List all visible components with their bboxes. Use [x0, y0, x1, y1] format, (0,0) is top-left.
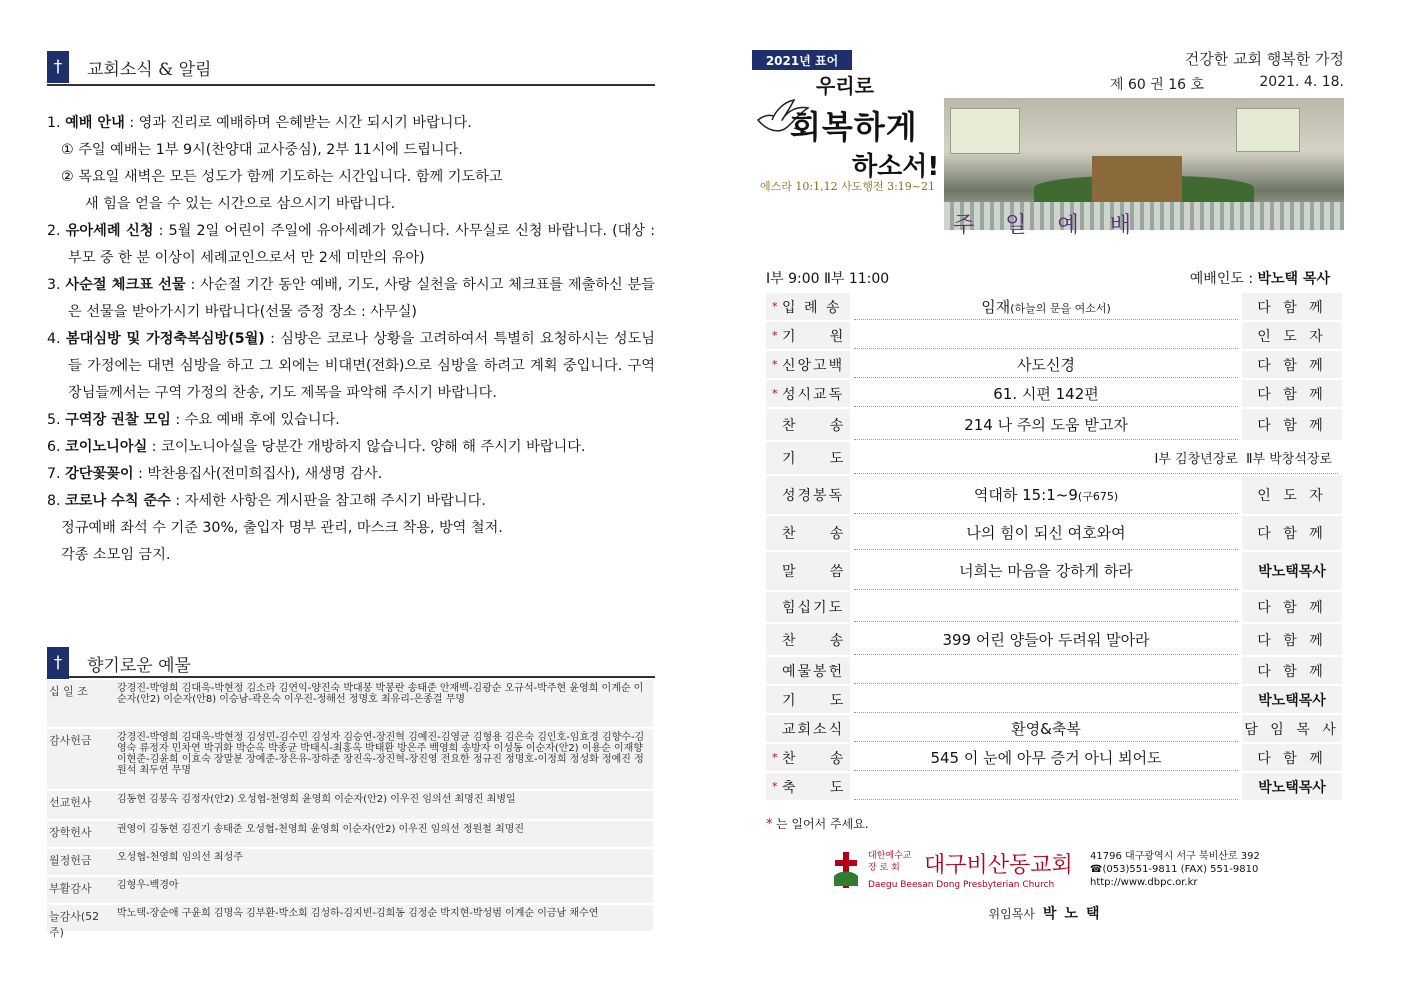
offering-names: 박노택-장순애 구윤희 김명옥 김부환-박소희 김성하-김지빈-김희동 김정순 박지현-박성범 이계순 이금남 채수연 — [117, 908, 599, 919]
offering-names: 김동현 김봉옥 김정자(안2) 오성협-천영희 윤영희 이순자(안2) 이우진 임의선 최명진 최병일 — [117, 794, 516, 805]
service-item-content — [854, 773, 1238, 800]
service-item-leader: 다 함 께 — [1242, 351, 1342, 378]
notice-item: 2. 유아세례 신청 : 5월 2일 어린이 주일에 유아세례가 있습니다. 사무실로 신청 바랍니다. (대상 : 부모 중 한 분 이상이 세례교인으로서 만 2세 미만의 유아) — [47, 223, 656, 266]
service-row — [766, 516, 1342, 552]
service-item-content: 545 이 눈에 아무 증거 아니 뵈어도 — [854, 744, 1238, 771]
service-row — [766, 552, 1342, 592]
offering-names: 강경진-박영희 김대욱-박현정 김성민-김수민 김성자 김승연-장진혁 김예진-김영균 김형용 김은숙 김인호-임효경 김향수-김영숙 류정자 민차연 박귀화 박순옥 박종균 박태식-최홍옥 박태환 방은주 백영희 송방자 이성동 이순자(안2) 이용순 이재향 이현준-김윤희 이효숙 장말분 장예준-장은유-장하준 장진옥-장진혁-장진영 전요한 정규진 정명호-이정희 정성화 정예진 정원석 최두연 무명 — [117, 732, 645, 776]
service-row — [766, 715, 1342, 744]
offering-row — [47, 905, 653, 939]
prayer-leaders: Ⅰ부 김창년장로 Ⅱ부 박창석장로 — [1149, 448, 1338, 467]
section-title: 교회소식 & 알림 — [87, 59, 212, 80]
service-item-label: 기 도 — [766, 686, 850, 713]
notice-item: 1. 예배 안내 : 영과 진리로 예배하며 은혜받는 시간 되시기 바랍니다. — [47, 115, 472, 131]
motto-verse: 에스라 10:1,12 사도행전 3:19~21 — [760, 180, 935, 193]
offering-category: 선교헌사 — [49, 796, 92, 809]
notice-sub-item: 새 힘을 얻을 수 있는 시간으로 삼으시기 바랍니다. — [85, 196, 396, 212]
motto-line-3: 하소서! — [852, 152, 940, 182]
service-item-content — [854, 657, 1238, 684]
service-row — [766, 409, 1342, 442]
cross-icon: † — [47, 51, 69, 83]
service-item-content — [854, 592, 1238, 622]
service-item-content — [854, 686, 1238, 713]
notice-sub-item: ② 목요일 새벽은 모든 성도가 함께 기도하는 시간입니다. 함께 기도하고 — [61, 169, 503, 185]
service-row — [766, 442, 1342, 476]
service-item-leader: 인 도 자 — [1242, 322, 1342, 349]
service-item-leader: 다 함 께 — [1242, 293, 1342, 320]
service-item-leader: 박노택목사 — [1242, 773, 1342, 800]
service-item-content: 399 어린 양들아 두려워 말아라 — [854, 624, 1238, 655]
service-item-label: 예물봉헌 — [766, 657, 850, 684]
offering-category: 월정헌금 — [49, 854, 92, 867]
service-item-leader: 다 함 께 — [1242, 744, 1342, 771]
service-row — [766, 380, 1342, 409]
service-row — [766, 592, 1342, 624]
motto-line-1: 우리로 — [816, 74, 874, 98]
slogan: 건강한 교회 행복한 가정 — [1184, 50, 1344, 68]
notice-item: 4. 봄대심방 및 가정축복심방(5월) : 심방은 코로나 상황을 고려하여서 특별히 요청하시는 성도님들 가정에는 대면 심방을 하고 그 외에는 비대면(전화)으로 심방을 하려고 계획 중입니다. 구역장님들께서는 구역 가정의 찬송, 기도 제목을 파악해 주시기 바랍니다. — [47, 331, 655, 401]
service-row — [766, 322, 1342, 351]
service-row — [766, 293, 1342, 322]
offering-row — [47, 791, 653, 821]
order-of-service — [766, 293, 1342, 802]
service-item-label: * 성시교독 — [766, 380, 850, 407]
service-item-content: 사도신경 — [854, 351, 1238, 378]
service-item-leader: 담 임 목 사 — [1242, 715, 1342, 742]
service-item-label: 찬 송 — [766, 409, 850, 440]
notice-item: 8. 코로나 수칙 준수 : 자세한 사항은 게시판을 참고해 주시기 바랍니다. — [47, 493, 486, 509]
offering-category: 늘감사(52주) — [49, 910, 100, 939]
service-times: Ⅰ부 9:00 Ⅱ부 11:00 — [766, 271, 890, 287]
service-item-leader: 다 함 께 — [1242, 624, 1342, 655]
stand-note: * 는 일어서 주세요. — [766, 817, 869, 832]
offering-category: 부활감사 — [49, 882, 92, 895]
screen-right — [1236, 108, 1300, 152]
service-item-label: * 기 원 — [766, 322, 850, 349]
notice-sub-item: ① 주일 예배는 1부 9시(찬양대 교사중심), 2부 11시에 드립니다. — [61, 142, 463, 158]
service-item-content: 나의 힘이 되신 여호와여 — [854, 516, 1238, 550]
service-row — [766, 476, 1342, 516]
service-item-leader: 다 함 께 — [1242, 380, 1342, 407]
service-header — [766, 268, 1330, 288]
service-item-content: 너희는 마음을 강하게 하라 — [854, 552, 1238, 590]
church-logo-icon — [832, 850, 860, 890]
service-item-content: 임재(하늘의 문을 여소서) — [854, 293, 1238, 320]
service-item-label: * 입 례 송 — [766, 293, 850, 320]
offering-category: 장학헌사 — [49, 826, 92, 839]
offering-row — [47, 729, 653, 791]
service-item-leader: 다 함 께 — [1242, 516, 1342, 550]
offerings-table — [47, 680, 653, 939]
church-address: 41796 대구광역시 서구 북비산로 392 ☎(053)551-9811 (FAX) 551-9810 http://www.dbpc.or.kr — [1090, 851, 1260, 888]
notice-item: 5. 구역장 권찰 모임 : 수요 예배 후에 있습니다. — [47, 412, 340, 428]
section-title: 향기로운 예물 — [87, 655, 191, 676]
senior-pastor: 위임목사 박노택 — [988, 906, 1108, 922]
service-item-content — [854, 442, 1338, 474]
asterisk-icon: * — [772, 780, 778, 793]
service-item-label: 힘십기도 — [766, 592, 850, 622]
church-info — [832, 848, 1332, 898]
asterisk-icon: * — [772, 300, 778, 313]
covid-rule: 정규예배 좌석 수 기준 30%, 출입자 명부 관리, 마스크 착용, 방역 철저. — [61, 520, 503, 536]
offering-category: 감사헌금 — [49, 734, 92, 747]
church-url[interactable]: http://www.dbpc.or.kr — [1090, 877, 1198, 888]
asterisk-icon: * — [772, 329, 778, 342]
covid-rule: 각종 소모임 금지. — [61, 547, 171, 563]
offering-names: 권영이 김동현 김진기 송태준 오성협-천영희 윤영희 이순자(안2) 이우진 임의선 정원철 최명진 — [117, 824, 524, 835]
service-item-label: * 신앙고백 — [766, 351, 850, 378]
service-item-leader: 다 함 께 — [1242, 592, 1342, 622]
service-item-label: * 찬 송 — [766, 744, 850, 771]
offering-row — [47, 680, 653, 729]
asterisk-icon: * — [772, 387, 778, 400]
offering-row — [47, 849, 653, 877]
service-item-content: 역대하 15:1~9(구675) — [854, 476, 1238, 514]
issue-number: 제 60 권 16 호 — [1110, 77, 1205, 93]
denomination: 대한예수교 장 로 회 — [868, 851, 912, 873]
notice-item: 6. 코이노니아실 : 코이노니아실을 당분간 개방하지 않습니다. 양해 해 주시기 바랍니다. — [47, 439, 586, 455]
service-item-label: 기 도 — [766, 442, 850, 474]
service-item-content: 214 나 주의 도움 받고자 — [854, 409, 1238, 440]
service-item-leader: 박노택목사 — [1242, 552, 1342, 590]
service-item-content — [854, 322, 1238, 349]
asterisk-icon: * — [772, 358, 778, 371]
service-item-label: 교회소식 — [766, 715, 850, 742]
service-row — [766, 686, 1342, 715]
cross-icon: † — [47, 647, 69, 679]
service-item-label: 성경봉독 — [766, 476, 850, 514]
issue-date: 2021. 4. 18. — [1259, 74, 1344, 90]
section-header-news — [47, 50, 655, 86]
service-item-label: * 축 도 — [766, 773, 850, 800]
notices-list — [47, 110, 655, 569]
service-item-content: 61. 시편 142편 — [854, 380, 1238, 407]
year-badge: 2021년 표어 — [752, 50, 852, 70]
service-item-label: 찬 송 — [766, 516, 850, 550]
service-row — [766, 773, 1342, 802]
church-name: 대구비산동교회 — [924, 853, 1073, 878]
section-header-offerings — [47, 650, 655, 678]
service-item-leader: 인 도 자 — [1242, 476, 1342, 514]
service-item-leader: 다 함 께 — [1242, 657, 1342, 684]
service-item-label: 찬 송 — [766, 624, 850, 655]
service-row — [766, 744, 1342, 773]
offering-row — [47, 877, 653, 905]
church-name-english: Daegu Beesan Dong Presbyterian Church — [868, 880, 1055, 890]
service-item-label: 말 씀 — [766, 552, 850, 590]
service-row — [766, 351, 1342, 380]
asterisk-icon: * — [766, 817, 773, 832]
notices-page — [47, 50, 655, 569]
worship-title: 주 일 예 배 — [953, 213, 1143, 238]
offering-names: 강경진-박영희 김대욱-박현정 김소라 김연익-양진숙 박대봉 박봉란 송태준 안재백-김광순 오규석-박주현 윤영희 이계순 이순자(안2) 이순자(안8) 이승남-곽은숙 이우진-정해선 정명호 최유리-은종걸 무명 — [117, 683, 644, 705]
service-row — [766, 624, 1342, 657]
asterisk-icon: * — [772, 751, 778, 764]
offering-row — [47, 821, 653, 849]
offering-category: 십 일 조 — [49, 685, 88, 698]
notice-item: 3. 사순절 체크표 선물 : 사순절 기간 동안 예배, 기도, 사랑 실천을 하시고 체크표를 제출하신 분들은 선물을 받아가시기 바랍니다(선물 증정 장소 : 사무실) — [47, 277, 655, 320]
screen-left — [950, 108, 1020, 154]
service-item-leader: 다 함 께 — [1242, 409, 1342, 440]
service-item-leader: 박노택목사 — [1242, 686, 1342, 713]
motto-line-2: 회복하게 — [790, 108, 918, 146]
notice-item: 7. 강단꽃꽂이 : 박찬용집사(전미희집사), 새생명 감사. — [47, 466, 383, 482]
offering-names: 오성협-천영희 임의선 최성주 — [117, 852, 243, 863]
worship-leader: 예배인도 : 박노택 목사 — [1189, 271, 1330, 287]
service-item-content: 환영&축복 — [854, 715, 1238, 742]
offering-names: 김형우-백경아 — [117, 880, 179, 891]
service-row — [766, 657, 1342, 686]
